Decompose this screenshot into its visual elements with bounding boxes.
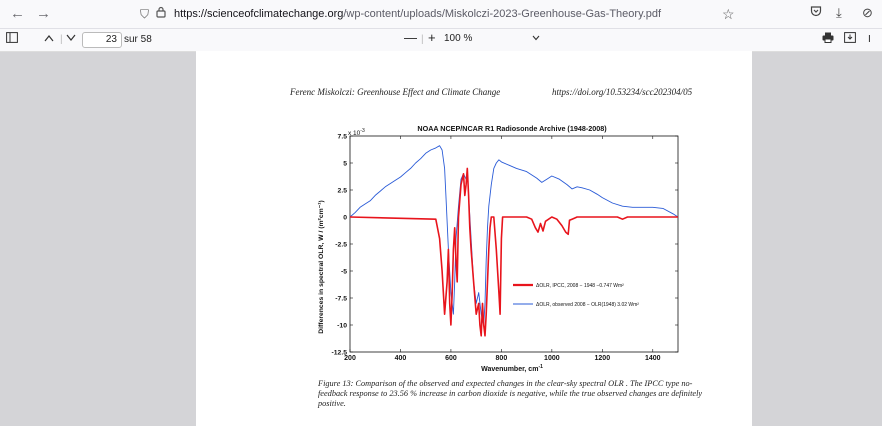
zoom-select[interactable] xyxy=(444,31,544,47)
y-tick-label: 7.5 xyxy=(337,133,347,141)
x-tick-label: 1000 xyxy=(544,355,560,362)
x-axis-label-text: Wavenumber, cm xyxy=(481,366,539,373)
x-axis-label-sup: -1 xyxy=(538,364,543,370)
zoom-value: 100 % xyxy=(444,33,473,44)
print-icon[interactable] xyxy=(822,32,834,49)
browser-toolbar xyxy=(0,0,882,29)
lock-icon[interactable] xyxy=(156,4,166,24)
zoom-separator: | xyxy=(421,34,424,45)
url-text[interactable] xyxy=(174,4,661,24)
header-doi: https://doi.org/10.53234/scc202304/05 xyxy=(552,87,693,97)
y-tick-label: -7.5 xyxy=(335,295,347,303)
header-author-title: Ferenc Miskolczi: Greenhouse Effect and Climate Change xyxy=(290,87,501,97)
plot-frame xyxy=(350,136,678,352)
extensions-icon[interactable]: ⊘ xyxy=(862,5,873,20)
next-page-icon[interactable] xyxy=(66,32,76,48)
y-tick-label: 5 xyxy=(343,160,347,168)
chart-legend xyxy=(513,283,639,308)
y-scale-exp: -3 xyxy=(360,128,365,134)
x-axis-label xyxy=(481,364,543,373)
legend-ipcc-label: ΔOLR, IPCC, 2008 − 1948 −0.747 Wm² xyxy=(536,283,624,289)
zoom-out-icon[interactable]: — xyxy=(404,30,417,45)
y-tick-label: -2.5 xyxy=(335,241,347,249)
x-tick-label: 1400 xyxy=(644,355,661,362)
y-scale-note: x 10 xyxy=(348,130,361,137)
x-tick-label: 600 xyxy=(445,355,457,362)
x-tick-label: 200 xyxy=(344,355,356,362)
page-total-label: sur 58 xyxy=(124,34,152,45)
url-path: /wp-content/uploads/Miskolczi-2023-Greenhouse-Gas-Theory.pdf xyxy=(343,8,662,20)
back-arrow-icon[interactable]: ← xyxy=(10,5,25,22)
spectral-olr-chart xyxy=(196,51,752,376)
y-tick-label: -12.5 xyxy=(331,349,347,357)
url-host: https://scienceofclimatechange.org xyxy=(174,8,344,20)
save-icon[interactable] xyxy=(844,32,856,49)
sidebar-toggle-icon[interactable] xyxy=(6,32,18,49)
chart-title: NOAA NCEP/NCAR R1 Radiosonde Archive (1948-2008) xyxy=(417,124,607,133)
plot-area xyxy=(332,134,679,363)
shield-icon[interactable]: ⛉ xyxy=(140,7,150,21)
x-tick-label: 1200 xyxy=(594,355,611,362)
download-icon[interactable]: ⤓ xyxy=(836,5,842,20)
y-tick-label: -10 xyxy=(337,322,347,330)
toolbar-separator: | xyxy=(60,34,63,45)
legend-observed-label: ΔOLR, observed 2008 − OLR(1948) 3.02 Wm² xyxy=(536,302,639,308)
previous-page-icon[interactable] xyxy=(44,32,54,48)
text-cursor-icon[interactable]: I xyxy=(868,34,871,45)
pocket-icon[interactable] xyxy=(810,5,822,20)
chevron-down-icon xyxy=(532,31,540,47)
y-axis-label: Differences in spectral OLR, W / (m²cm⁻¹) xyxy=(318,200,325,334)
page-number-input[interactable]: 23 xyxy=(82,32,122,48)
y-tick-label: 0 xyxy=(343,214,347,222)
forward-arrow-icon[interactable]: → xyxy=(36,5,51,22)
pdf-page xyxy=(196,51,752,426)
zoom-in-icon[interactable]: + xyxy=(428,30,436,45)
bookmark-star-icon[interactable]: ☆ xyxy=(722,6,735,22)
pdf-toolbar xyxy=(0,29,882,52)
x-tick-label: 800 xyxy=(495,355,508,362)
x-tick-label: 400 xyxy=(394,355,407,362)
url-bar[interactable] xyxy=(140,4,750,24)
y-tick-label: -5 xyxy=(340,268,347,276)
figure-caption: Figure 13: Comparison of the observed and expected changes in the clear-sky spectral OLR . The IPCC type no-feedback response to 23.56 % increase in carbon dioxide is negative, while the true observed changes are definitely positive. xyxy=(318,379,703,408)
series-ipcc-line xyxy=(350,168,678,335)
series-observed-line xyxy=(350,146,678,325)
y-tick-label: 2.5 xyxy=(337,187,347,195)
